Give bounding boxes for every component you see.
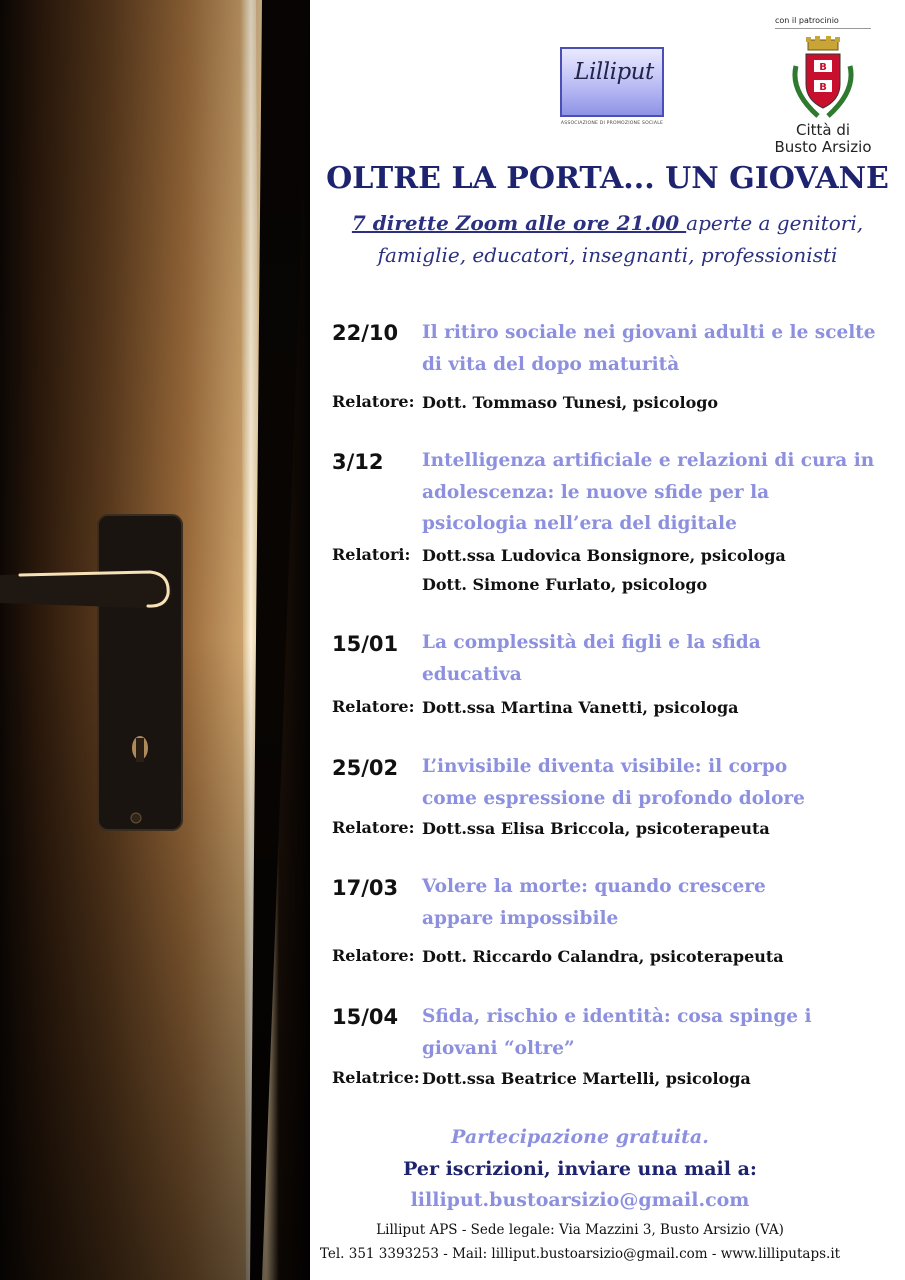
event-speaker-name: Dott. Tommaso Tunesi, psicologo [422, 393, 719, 412]
subtitle-rest: aperte a genitori, [686, 211, 864, 235]
event-title-line: Intelligenza artificiale e relazioni di cura in [422, 450, 875, 471]
patronage-label: con il patrocinio [775, 16, 839, 25]
event-date: 3/12 [332, 450, 384, 474]
event-speaker-name: Dott.ssa Ludovica Bonsignore, psicologa [422, 546, 786, 565]
lilliput-logo [560, 47, 664, 131]
event-title-line: adolescenza: le nuove sfide per la [422, 481, 770, 503]
subtitle-line1 [310, 207, 905, 239]
event-title [422, 1001, 882, 1064]
city-label-line2: Busto Arsizio [774, 138, 872, 156]
event-speakers [422, 1064, 751, 1093]
subtitle-line2: famiglie, educatori, insegnanti, professionisti [377, 243, 838, 267]
event-title [422, 445, 882, 540]
event-title-line: appare impossibile [422, 907, 619, 929]
lilliput-logo-box [560, 47, 664, 117]
event-date: 22/10 [332, 321, 399, 345]
event-speaker-name: Dott.ssa Beatrice Martelli, psicologa [422, 1069, 751, 1088]
event-title-line: Volere la morte: quando crescere [422, 876, 766, 897]
event-speaker-label: Relatore: [332, 392, 415, 411]
event-speaker-name: Dott. Simone Furlato, psicologo [422, 575, 708, 594]
event-speakers [422, 942, 784, 971]
event-speaker-name: Dott.ssa Elisa Briccola, psicoterapeuta [422, 819, 770, 838]
event-title [422, 317, 882, 380]
lilliput-logo-text: Lilliput [574, 59, 654, 85]
event-speakers [422, 388, 718, 417]
event-title-line: come espressione di profondo dolore [422, 787, 805, 809]
subtitle-emphasis: 7 dirette Zoom alle ore 21.00 [351, 211, 687, 235]
registration-text: Per iscrizioni, inviare una mail a: [403, 1158, 757, 1180]
page-title: OLTRE LA PORTA... UN GIOVANE [326, 161, 889, 196]
event-title [422, 627, 882, 690]
event-title-line: psicologia nell’era del digitale [422, 513, 737, 534]
event-speaker-label: Relatore: [332, 697, 415, 716]
event-title-line: Il ritiro sociale nei giovani adulti e le scelte [422, 322, 876, 343]
event-speaker-name: Dott.ssa Martina Vanetti, psicologa [422, 698, 739, 717]
lilliput-logo-tagline: ASSOCIAZIONE DI PROMOZIONE SOCIALE [560, 121, 664, 126]
event-title [422, 751, 882, 814]
event-speaker-label: Relatore: [332, 818, 415, 837]
contacts-text: Tel. 351 3393253 - Mail: lilliput.bustoarsizio@gmail.com - www.lilliputaps.it [319, 1246, 841, 1262]
event-title-line: L’invisibile diventa visibile: il corpo [422, 756, 788, 777]
event-speaker-label: Relatrice: [332, 1068, 420, 1087]
event-date: 15/04 [332, 1005, 399, 1029]
crest-letter-bottom: B [819, 82, 827, 93]
event-date: 17/03 [332, 876, 399, 900]
event-title-line: di vita del dopo maturità [422, 353, 680, 375]
patronage-divider [775, 28, 871, 29]
event-date: 25/02 [332, 756, 399, 780]
address-text: Lilliput APS - Sede legale: Via Mazzini 3, Busto Arsizio (VA) [376, 1222, 784, 1238]
door-photo [0, 0, 310, 1280]
registration-email-link[interactable]: lilliput.bustoarsizio@gmail.com [410, 1189, 750, 1211]
event-title-line: Sfida, rischio e identità: cosa spinge i [422, 1006, 812, 1027]
event-speakers [422, 814, 770, 843]
city-label [770, 122, 876, 156]
event-title-line: giovani “oltre” [422, 1037, 575, 1059]
city-crest-icon [788, 36, 858, 122]
event-speaker-label: Relatore: [332, 946, 415, 965]
event-speakers [422, 541, 786, 599]
crest-letter-top: B [819, 62, 827, 73]
city-label-line1: Città di [795, 121, 851, 139]
page-subtitle [310, 207, 905, 271]
free-participation-text: Partecipazione gratuita. [451, 1126, 709, 1148]
event-speakers [422, 693, 739, 722]
event-speaker-label: Relatori: [332, 545, 411, 564]
event-title-line: La complessità dei figli e la sfida [422, 632, 761, 653]
event-title [422, 871, 882, 934]
event-speaker-name: Dott. Riccardo Calandra, psicoterapeuta [422, 947, 784, 966]
event-title-line: educativa [422, 663, 522, 685]
event-date: 15/01 [332, 632, 399, 656]
